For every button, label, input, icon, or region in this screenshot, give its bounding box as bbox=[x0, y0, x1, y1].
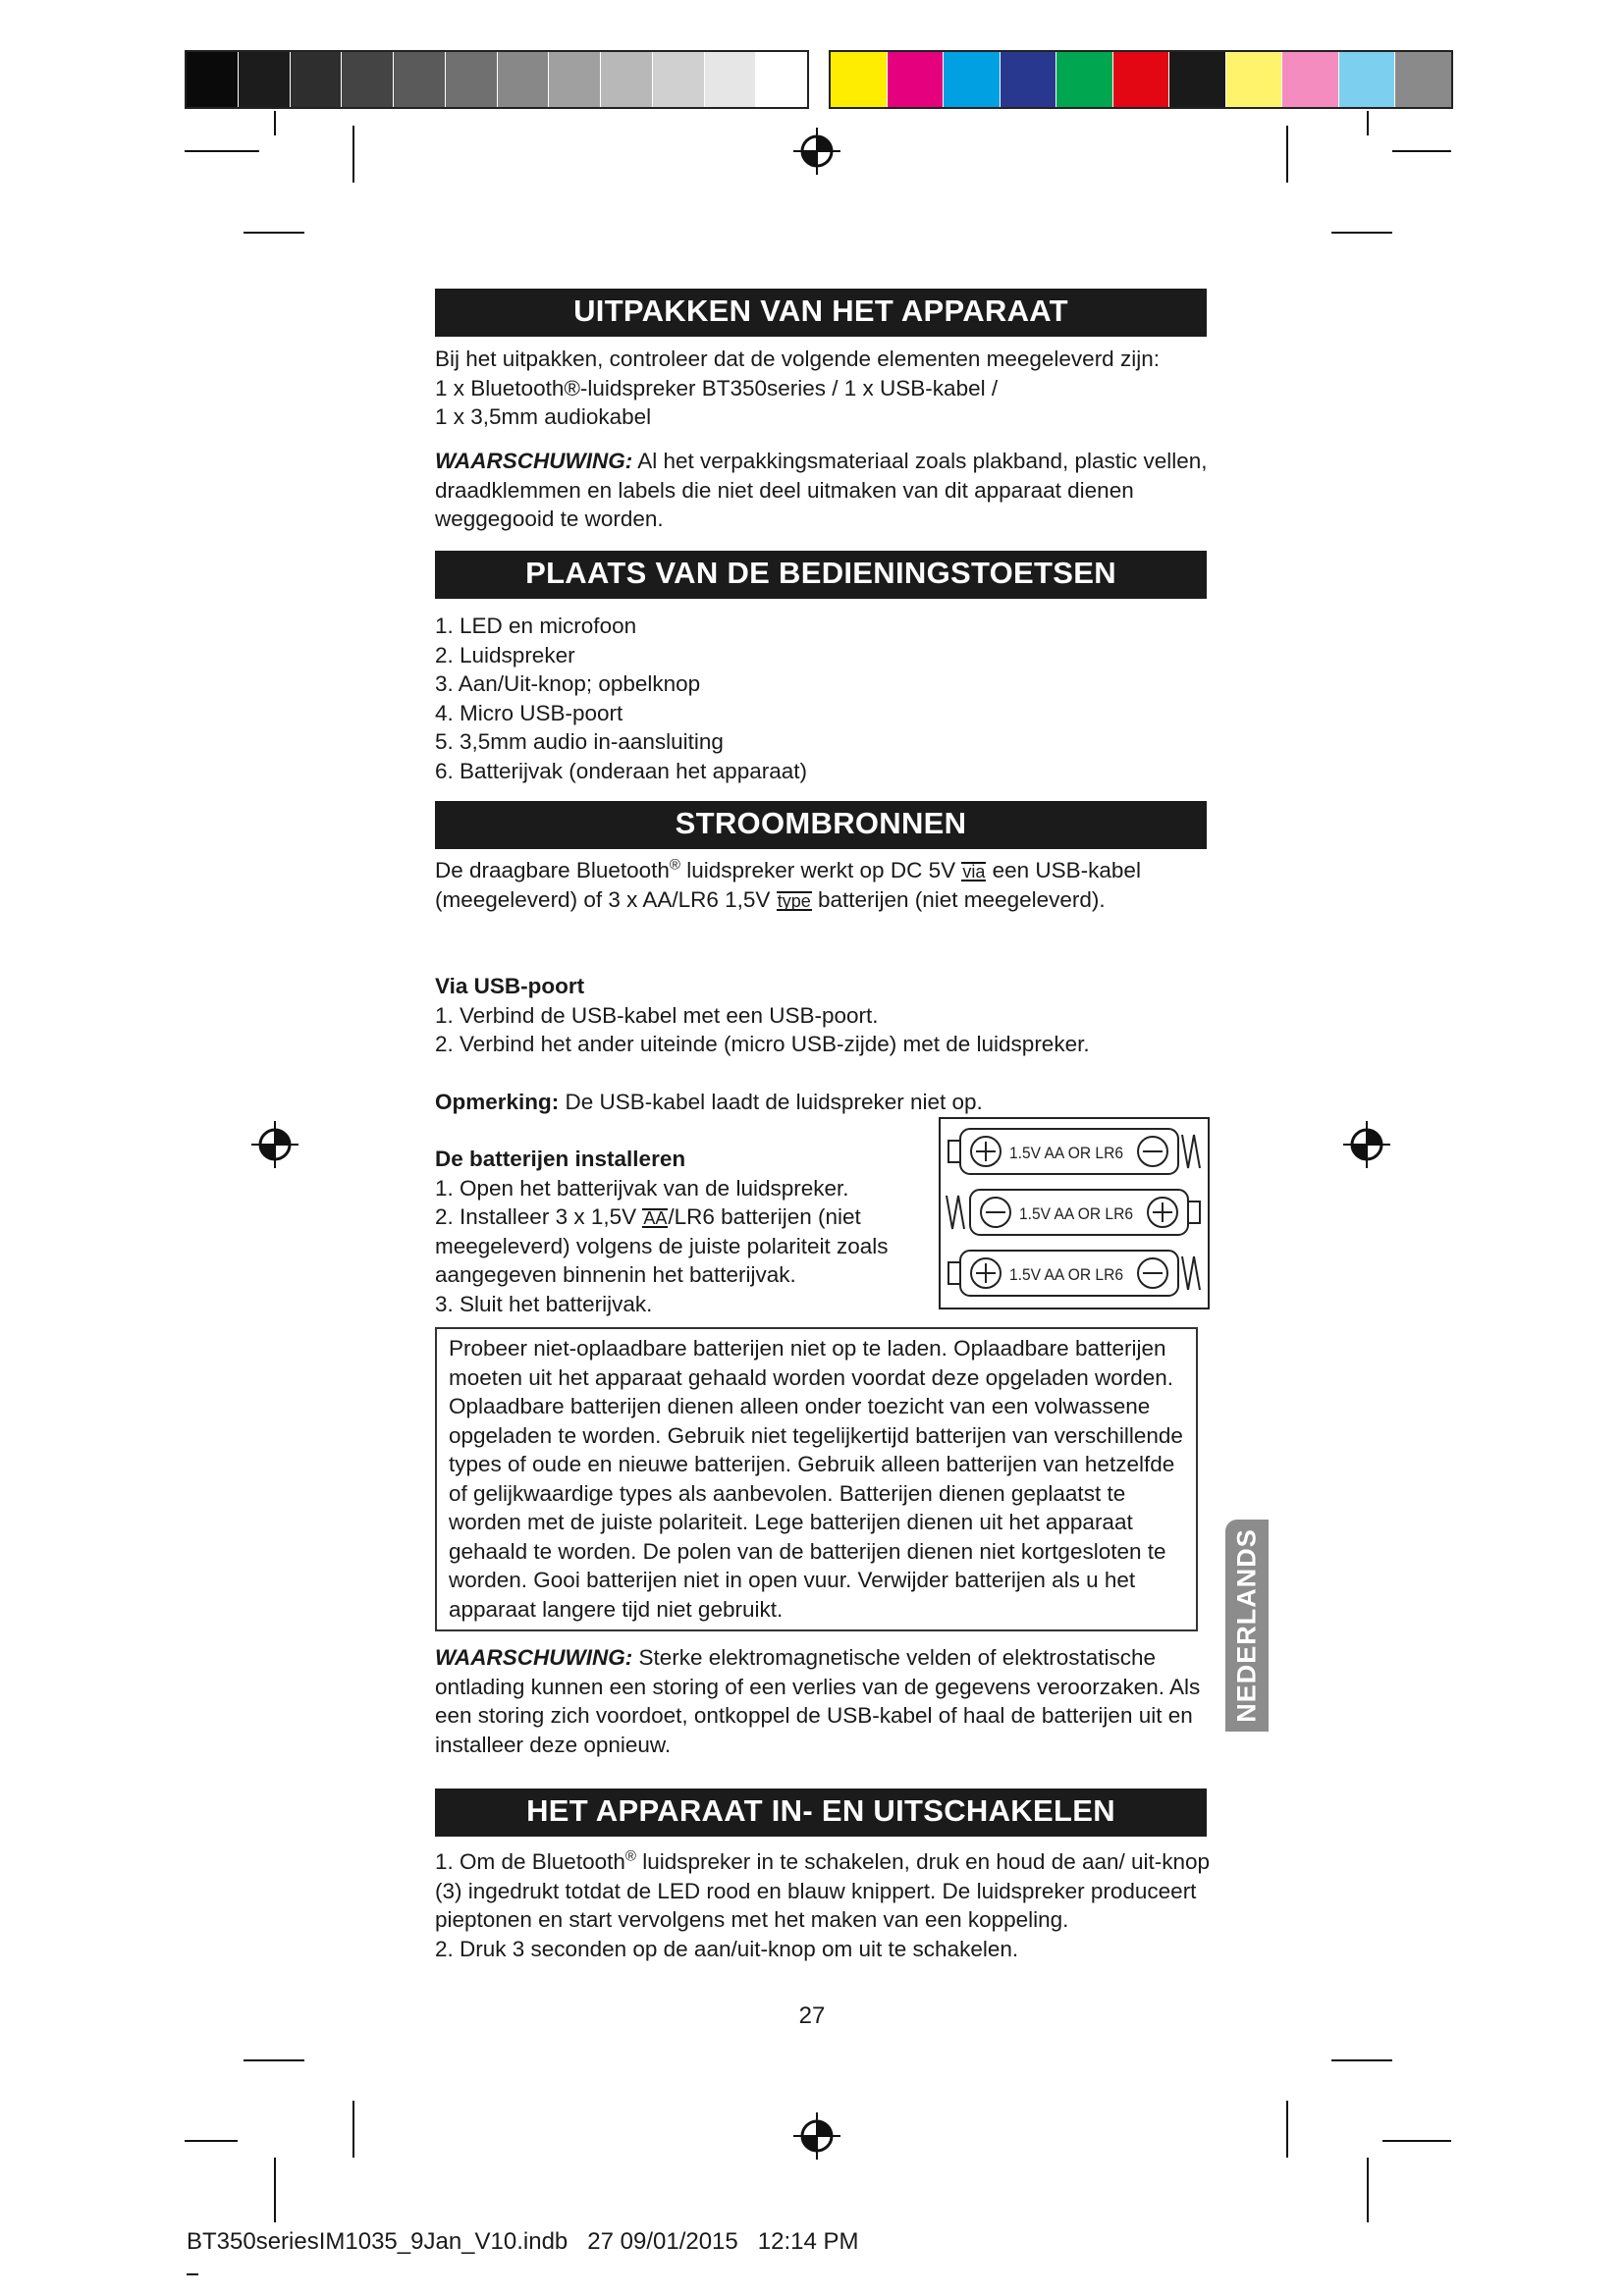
crop-mark bbox=[274, 111, 276, 135]
battery-label: 1.5V AA OR LR6 bbox=[1019, 1204, 1133, 1223]
color-swatch bbox=[1282, 52, 1339, 107]
print-slug: BT350seriesIM1035_9Jan_V10.indb 27 09/01/2015 12:14 PM bbox=[187, 2228, 859, 2255]
color-swatch bbox=[1169, 52, 1226, 107]
list-item: 2. Luidspreker bbox=[435, 642, 575, 667]
registration-crosshair-icon bbox=[791, 126, 842, 177]
onoff-steps bbox=[435, 1847, 1211, 1963]
crop-mark bbox=[185, 2140, 238, 2142]
warning-text: Sterke elektromagnetische velden of elektrostatische ontlading kunnen een storing of een verlies van de gegevens veroorzaken. Als een storing zich voordoet, ontkoppel de USB-kabel of haal de batterijen uit en installeer deze opnieuw. bbox=[435, 1645, 1201, 1757]
battery-step: 1. Open het batterijvak van de luidspreker. bbox=[435, 1175, 849, 1201]
crop-mark bbox=[274, 2158, 276, 2222]
dc-symbol-aa: AA bbox=[643, 1208, 668, 1228]
section-heading-power: STROOMBRONNEN bbox=[435, 801, 1207, 849]
color-swatch bbox=[1001, 52, 1057, 107]
list-item: 4. Micro USB-poort bbox=[435, 700, 623, 725]
color-swatch bbox=[239, 52, 291, 107]
crop-mark bbox=[244, 2059, 304, 2061]
note-label: Opmerking: bbox=[435, 1090, 560, 1114]
warning-text: Al het verpakkingsmateriaal zoals plakband, plastic vellen, draadklemmen en labels die niet deel uitmaken van dit apparaat dienen weggegooid te worden. bbox=[435, 449, 1208, 531]
unpacking-line: Bij het uitpakken, controleer dat de volgende elementen meegeleverd zijn: bbox=[435, 347, 1160, 371]
controls-list bbox=[435, 612, 1211, 785]
crop-mark bbox=[352, 2101, 354, 2158]
crop-mark bbox=[1331, 232, 1392, 234]
registration-crosshair-icon bbox=[1341, 1119, 1392, 1170]
power-intro-text: De draagbare Bluetooth bbox=[435, 858, 670, 882]
list-item: 5. 3,5mm audio in-aansluiting bbox=[435, 729, 724, 754]
usb-note bbox=[435, 1088, 1211, 1117]
list-item: 6. Batterijvak (onderaan het apparaat) bbox=[435, 758, 807, 783]
unpacking-line: 1 x Bluetooth®-luidspreker BT350series / 1 x USB-kabel / bbox=[435, 375, 999, 400]
registered-mark: ® bbox=[669, 856, 680, 874]
usb-heading: Via USB-poort bbox=[435, 974, 585, 998]
battery-label: 1.5V AA OR LR6 bbox=[1009, 1265, 1123, 1284]
print-slug-mark bbox=[187, 2273, 198, 2275]
unpacking-warning bbox=[435, 447, 1211, 534]
color-swatch bbox=[342, 52, 394, 107]
section-heading-controls: PLAATS VAN DE BEDIENINGSTOETSEN bbox=[435, 551, 1207, 599]
onoff-step: 2. Druk 3 seconden op de aan/uit-knop om uit te schakelen. bbox=[435, 1936, 1019, 1961]
unpacking-intro bbox=[435, 345, 1211, 432]
crop-mark bbox=[1331, 2059, 1392, 2061]
usb-section bbox=[435, 972, 1211, 1059]
color-swatch bbox=[1226, 52, 1283, 107]
battery-caution-box: Probeer niet-oplaadbare batterijen niet op te laden. Oplaadbare batterijen moeten uit het apparaat gehaald worden voordat deze opgeladen worden. Oplaadbare batterijen dienen alleen onder toezicht van een volwassene opgeladen te worden. Gebruik niet tegelijkertijd batterijen van verschillende types of oude en nieuwe batterijen. Gebruik alleen batterijen van hetzelfde of gelijkwaardige types als aanbevolen. Batterijen dienen geplaatst te worden met de juiste polariteit. Lege batterijen dienen uit het apparaat gehaald te worden. De polen van de batterijen dienen niet kortgesloten te worden. Gooi batterijen niet in open vuur. Verwijder batterijen als u het apparaat langere tijd niet gebruikt. bbox=[435, 1327, 1198, 1631]
color-swatch bbox=[705, 52, 757, 107]
note-text: De USB-kabel laadt de luidspreker niet op. bbox=[559, 1090, 983, 1114]
battery-compartment-icon bbox=[939, 1117, 1210, 1309]
crop-mark bbox=[352, 126, 354, 183]
color-swatch bbox=[1339, 52, 1396, 107]
registration-crosshair-icon bbox=[249, 1119, 300, 1170]
color-swatch bbox=[498, 52, 550, 107]
battery-heading: De batterijen installeren bbox=[435, 1147, 686, 1171]
crop-mark bbox=[244, 232, 304, 234]
power-warning bbox=[435, 1643, 1211, 1759]
color-swatch bbox=[1113, 52, 1170, 107]
color-swatch bbox=[653, 52, 705, 107]
usb-step: 1. Verbind de USB-kabel met een USB-poort. bbox=[435, 1002, 879, 1028]
dc-symbol-type: type bbox=[777, 890, 811, 911]
color-swatch bbox=[888, 52, 945, 107]
page-number: 27 bbox=[798, 2002, 826, 2029]
crop-mark bbox=[1392, 150, 1451, 152]
section-heading-onoff: HET APPARAAT IN- EN UITSCHAKELEN bbox=[435, 1789, 1207, 1837]
power-intro-text: batterijen (niet meegeleverd). bbox=[811, 886, 1106, 912]
color-swatch bbox=[446, 52, 498, 107]
color-swatch bbox=[291, 52, 343, 107]
process-color-calibration-bar bbox=[829, 50, 1453, 109]
color-swatch bbox=[1395, 52, 1451, 107]
language-tab-label: NEDERLANDS bbox=[1231, 1528, 1262, 1723]
crop-mark bbox=[1286, 2101, 1288, 2158]
power-intro bbox=[435, 856, 1211, 914]
usb-step: 2. Verbind het ander uiteinde (micro USB-zijde) met de luidspreker. bbox=[435, 1032, 1090, 1056]
list-item: 1. LED en microfoon bbox=[435, 614, 637, 638]
color-swatch bbox=[944, 52, 1001, 107]
battery-label: 1.5V AA OR LR6 bbox=[1009, 1144, 1123, 1162]
registered-mark: ® bbox=[624, 1847, 636, 1865]
unpacking-line: 1 x 3,5mm audiokabel bbox=[435, 404, 652, 429]
warning-label: WAARSCHUWING: bbox=[435, 449, 633, 473]
crop-mark bbox=[1367, 2158, 1369, 2222]
color-swatch bbox=[549, 52, 601, 107]
power-intro-text: luidspreker werkt op DC 5V bbox=[679, 858, 962, 882]
language-tab bbox=[1225, 1520, 1269, 1732]
grayscale-calibration-bar bbox=[185, 50, 809, 109]
power-intro-text: een USB-kabel (meegeleverd) of 3 x AA/LR6 1,5V bbox=[435, 858, 1141, 912]
crop-mark bbox=[1367, 111, 1369, 135]
color-swatch bbox=[187, 52, 239, 107]
color-swatch bbox=[394, 52, 446, 107]
onoff-step-text: 1. Om de Bluetooth bbox=[435, 1849, 625, 1874]
section-heading-unpacking: UITPAKKEN VAN HET APPARAAT bbox=[435, 289, 1207, 337]
color-swatch bbox=[601, 52, 653, 107]
battery-install bbox=[435, 1145, 906, 1318]
color-swatch bbox=[1056, 52, 1113, 107]
onoff-step-text: luidspreker in te schakelen, druk en houd de aan/ uit-knop (3) ingedrukt totdat de LED rood en blauw knippert. De luidspreker produceert pieptonen en start vervolgens met het maken van een koppeling. bbox=[435, 1849, 1211, 1932]
color-swatch bbox=[831, 52, 888, 107]
crop-mark bbox=[1286, 126, 1288, 183]
crop-mark bbox=[1382, 2140, 1451, 2142]
battery-step: 3. Sluit het batterijvak. bbox=[435, 1291, 653, 1316]
registration-crosshair-icon bbox=[791, 2110, 842, 2162]
battery-step: 2. Installeer 3 x 1,5V AA/LR6 batterijen (niet meegeleverd) volgens de juiste polariteit zoals aangegeven binnenin het batterijvak. bbox=[435, 1204, 889, 1287]
dc-symbol-via: via bbox=[962, 862, 986, 881]
warning-label: WAARSCHUWING: bbox=[435, 1645, 633, 1670]
list-item: 3. Aan/Uit-knop; opbelknop bbox=[435, 671, 701, 696]
color-swatch bbox=[756, 52, 807, 107]
crop-mark bbox=[185, 150, 259, 152]
